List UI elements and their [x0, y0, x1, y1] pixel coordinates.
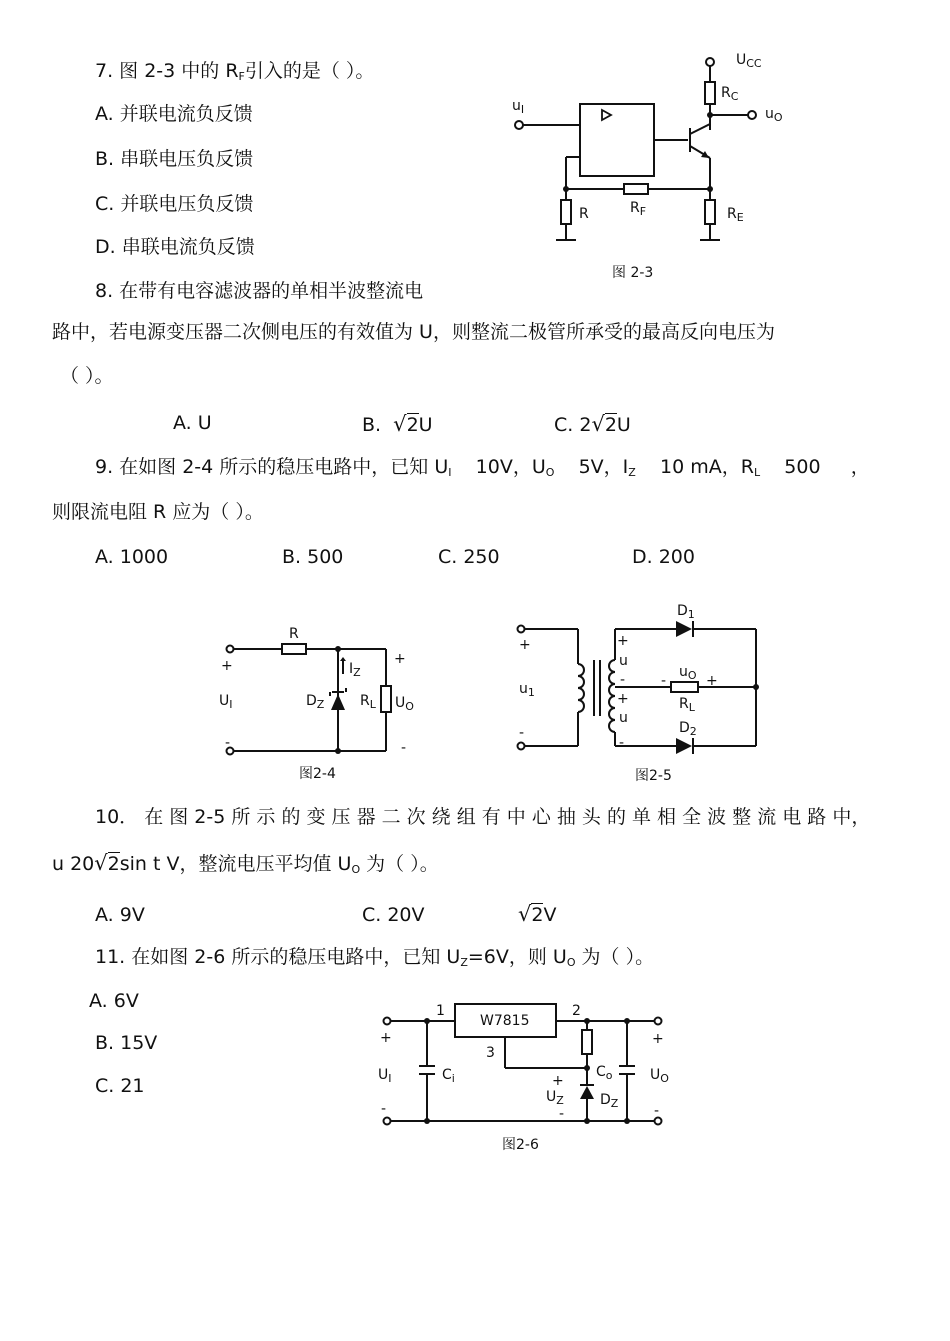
rf-label: $R_F$ — [630, 200, 647, 218]
figure-2-3-caption: 图 2-3 — [612, 265, 654, 281]
fig25-d1-label: $D_1$ — [677, 603, 695, 621]
fig25-u-bottom: u — [619, 710, 628, 726]
fig25-rl-minus: - — [661, 673, 667, 689]
q8-option-c: C. 2√2U — [554, 412, 631, 436]
fig24-iz-label: $I_Z$ — [349, 661, 361, 679]
q8-line3: （ ）。 — [60, 365, 114, 387]
q11-option-c: C. 21 — [95, 1075, 145, 1097]
fig24-caption: 图2-4 — [299, 766, 336, 782]
q9-option-a: A. 1000 — [95, 546, 169, 568]
q7-stem: 7. 图 2-3 中的 $R_F$引入的是（ ）。 — [95, 60, 375, 83]
chip-label: W7815 — [480, 1013, 530, 1029]
fig26-plus-out: + — [652, 1031, 664, 1047]
q11-option-b: B. 15V — [95, 1032, 158, 1054]
q10-line2: u 20√2sin t V，整流电压平均值 $U_O$ 为（ ）。 — [52, 851, 439, 876]
fig24-minus-in: - — [225, 735, 231, 751]
fig25-plus-top: + — [617, 633, 629, 649]
q10-option-b: C. 20V — [362, 904, 425, 926]
q7-option-d: D. 串联电流负反馈 — [95, 236, 255, 258]
q8-option-b: B. √2U — [362, 412, 433, 436]
fig25-rl-plus: + — [706, 673, 718, 689]
q8-option-a: A. U — [173, 412, 212, 434]
fig25-minus-mid: - — [620, 672, 626, 688]
fig25-minus-in: - — [519, 725, 525, 741]
q9-line1: 9. 在如图 2-4 所示的稳压电路中，已知 $U_I$ 10V，$U_O$ 5V，$I_Z$ 10 mA，$R_L$ 500 ， — [95, 456, 870, 479]
fig24-ui-label: $U_I$ — [219, 693, 233, 711]
fig24-plus-in: + — [221, 658, 233, 674]
fig25-caption: 图2-5 — [635, 768, 672, 784]
q11-line1: 11. 在如图 2-6 所示的稳压电路中，已知 $U_Z=6V$，则 $U_O$ 为（ ）。 — [95, 946, 655, 969]
re-label: $R_E$ — [727, 206, 744, 224]
fig26-plus-in: + — [380, 1030, 392, 1046]
fig24-r-label: R — [289, 626, 299, 642]
fig26-minus-in: - — [381, 1101, 387, 1117]
fig26-co-label: $C_o$ — [596, 1064, 613, 1082]
pin2-label: 2 — [572, 1003, 581, 1019]
fig25-minus-bottom: - — [619, 735, 625, 751]
q9-option-d: D. 200 — [632, 546, 695, 568]
fig24-dz-label: $D_Z$ — [306, 693, 325, 711]
fig26-uz-label: $U_Z$ — [546, 1089, 564, 1107]
fig26-minus-out: - — [654, 1103, 660, 1119]
q7-option-c: C. 并联电压负反馈 — [95, 193, 254, 215]
q9-option-b: B. 500 — [282, 546, 344, 568]
fig25-plus-mid: + — [617, 691, 629, 707]
fig26-uz-plus: + — [552, 1073, 564, 1089]
q9-line2: 则限流电阻 R 应为（ ）。 — [52, 501, 264, 523]
fig26-dz-label: $D_Z$ — [600, 1092, 619, 1110]
fig26-ui-label: $U_I$ — [378, 1067, 392, 1085]
pin1-label: 1 — [436, 1003, 445, 1019]
fig24-plus-out: + — [394, 651, 406, 667]
pin3-label: 3 — [486, 1045, 495, 1061]
q8-line2: 路中，若电源变压器二次侧电压的有效值为 U，则整流二极管所承受的最高反向电压为 — [52, 321, 775, 343]
fig26-uz-minus: - — [559, 1106, 565, 1122]
fig25-rl-label: $R_L$ — [679, 696, 695, 714]
fig24-rl-label: $R_L$ — [360, 693, 376, 711]
q7-option-b: B. 串联电压负反馈 — [95, 148, 254, 170]
fig24-minus-out: - — [401, 740, 407, 756]
uo-label: $u_O$ — [765, 106, 783, 124]
fig25-u-top: u — [619, 653, 628, 669]
q9-option-c: C. 250 — [438, 546, 500, 568]
fig25-d2-label: $D_2$ — [679, 720, 697, 738]
fig24-uo-label: $U_O$ — [395, 695, 414, 713]
q10-option-c: √2V — [518, 902, 557, 926]
fig26-uo-label: $U_O$ — [650, 1067, 669, 1085]
q7-option-a: A. 并联电流负反馈 — [95, 103, 253, 125]
ui-label: $u_I$ — [512, 98, 525, 116]
rc-label: $R_C$ — [721, 85, 739, 103]
fig26-caption: 图2-6 — [502, 1137, 539, 1153]
ucc-label: $U_{CC}$ — [736, 52, 762, 70]
r-label: R — [579, 206, 589, 222]
fig26-ci-label: $C_i$ — [442, 1067, 455, 1085]
q10-line1: 10． 在 图 2-5 所 示 的 变 压 器 二 次 绕 组 有 中 心 抽 头 的 单 相 全 波 整 流 电 路 中， — [95, 806, 871, 828]
fig25-plus-in: + — [519, 637, 531, 653]
fig25-uo-label: $u_O$ — [679, 664, 697, 682]
fig25-u1-label: $u_1$ — [519, 681, 535, 699]
q10-option-a: A. 9V — [95, 904, 145, 926]
q8-line1: 8. 在带有电容滤波器的单相半波整流电 — [95, 280, 424, 302]
q11-option-a: A. 6V — [89, 990, 139, 1012]
